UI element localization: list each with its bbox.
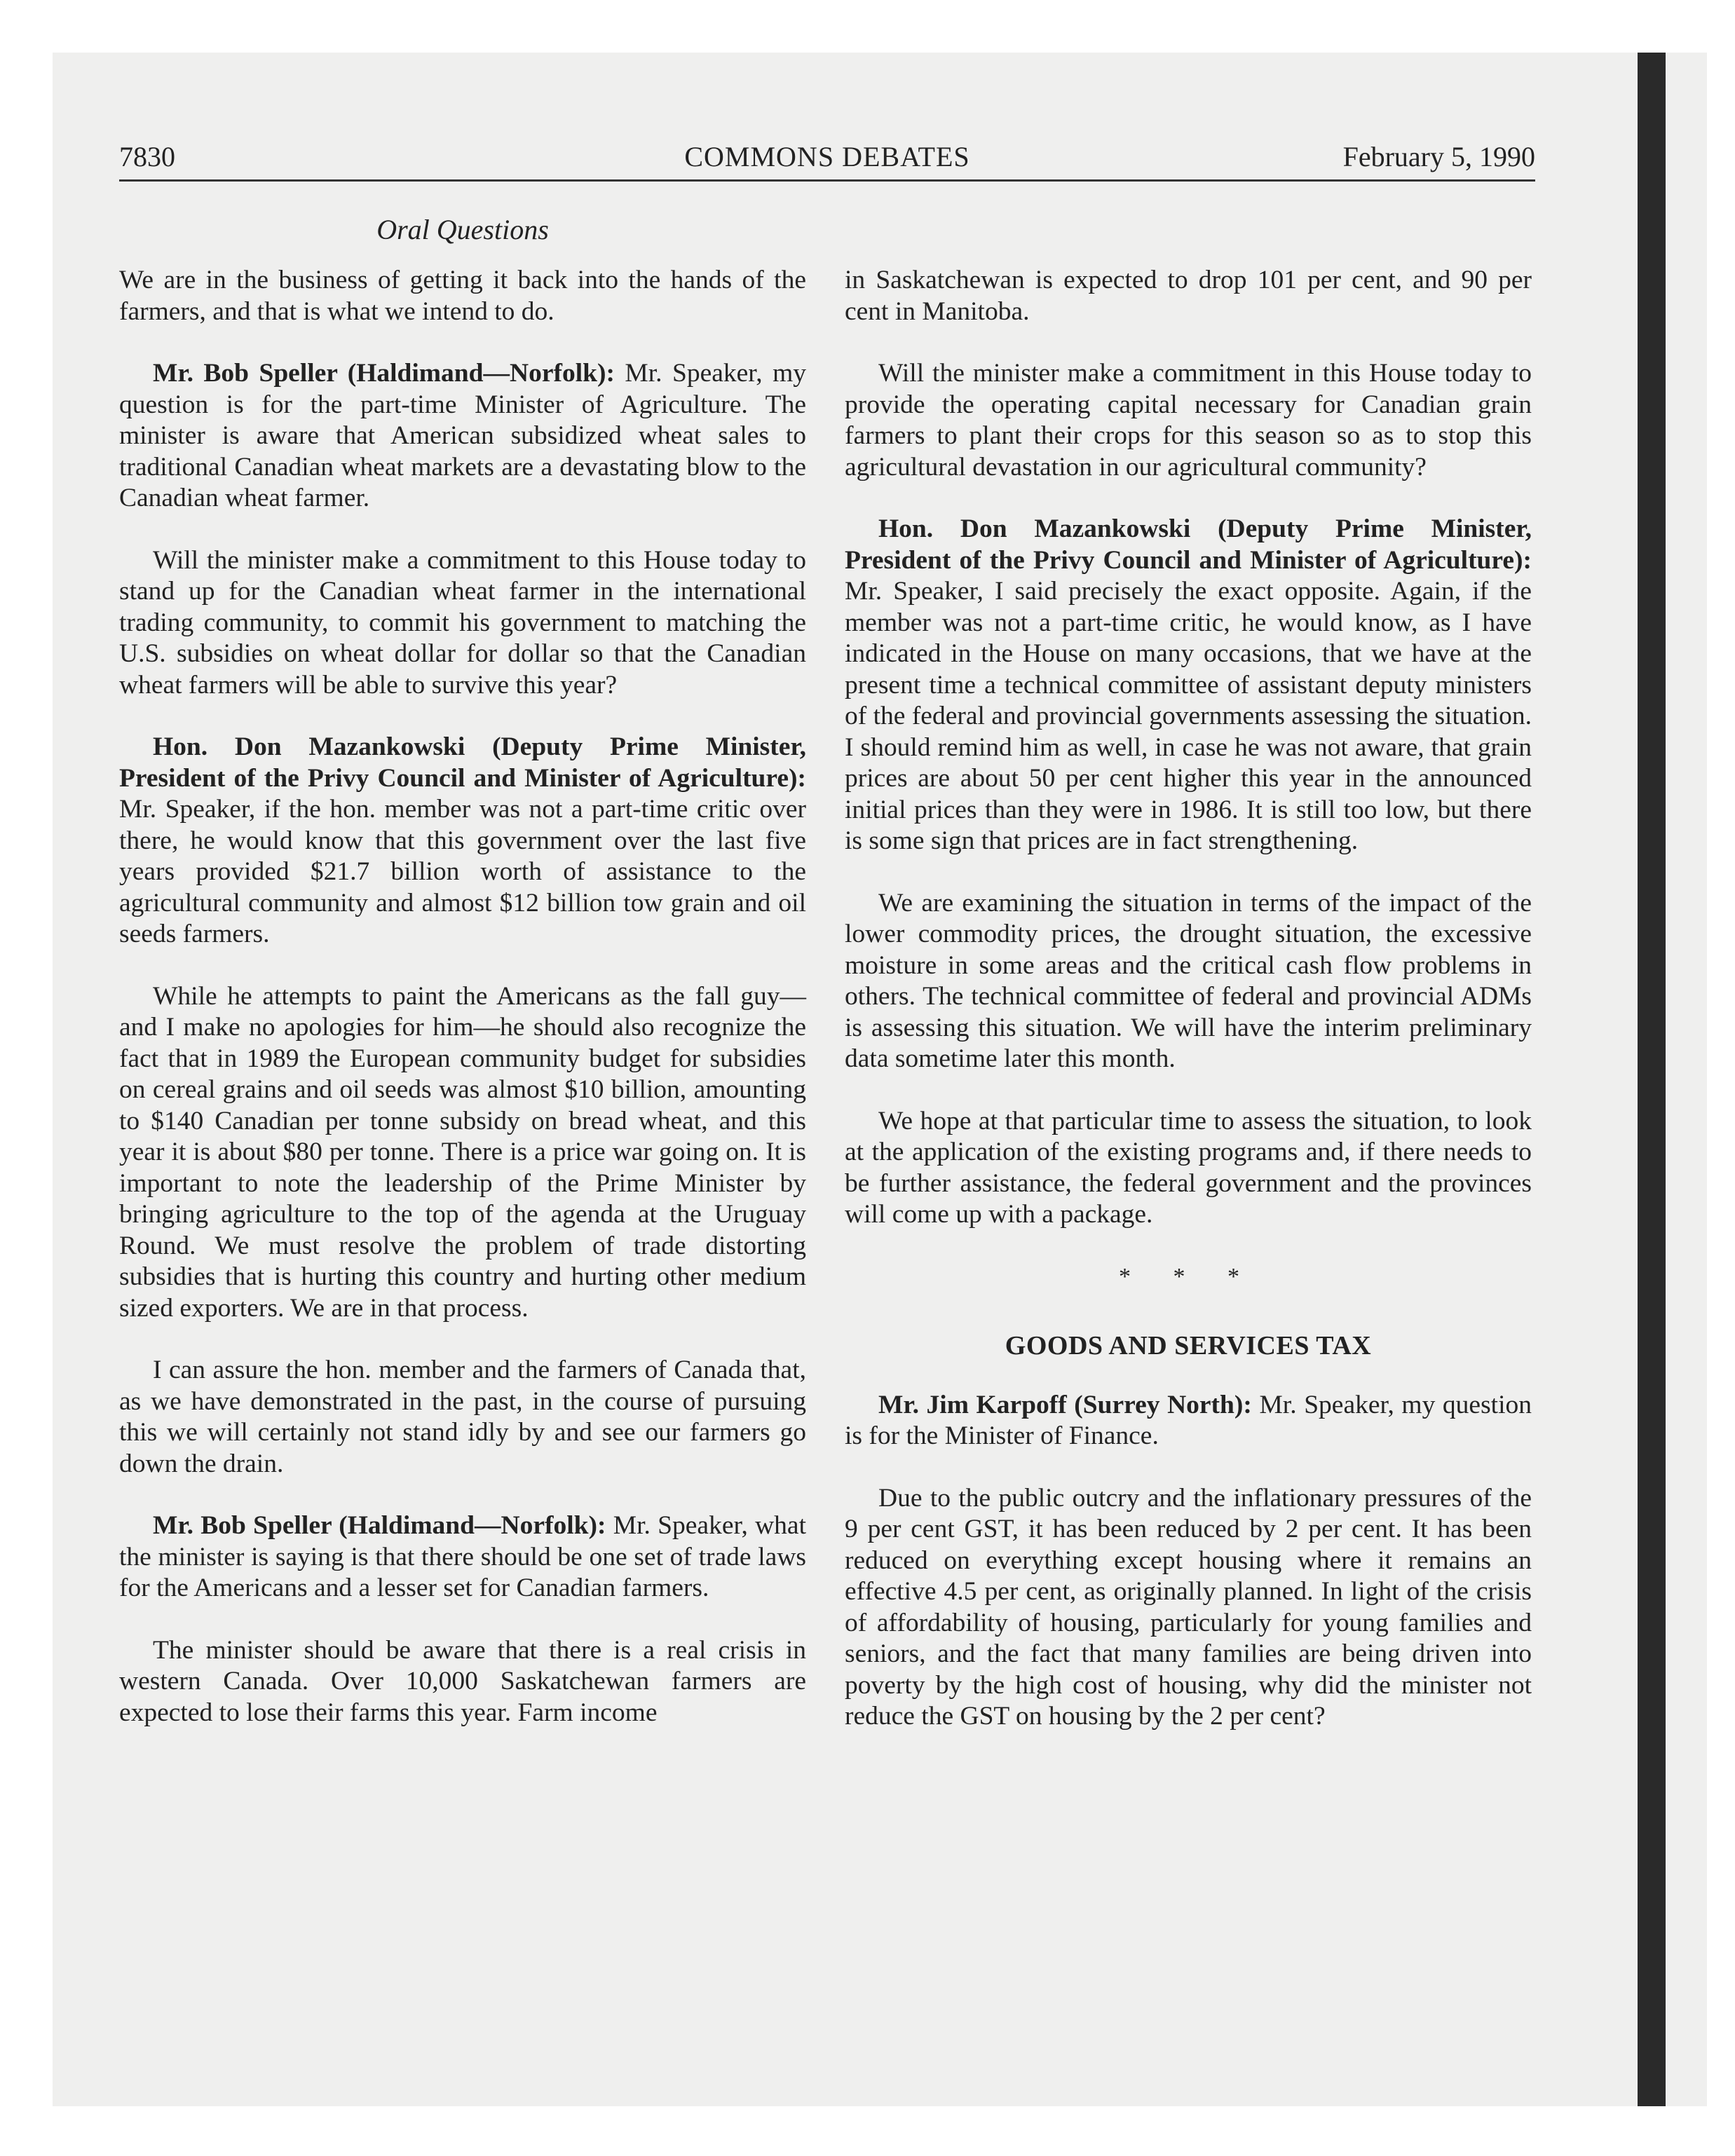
paragraph [845, 1390, 1532, 1452]
paragraph [845, 358, 1532, 483]
paragraph-text: Will the minister make a commitment to this House today to stand up for the Canadian wheat farmer in the international trading community, to commit his government to matching the U.S. subsidies on wheat dollar for dollar so that the Canadian wheat farmers will be able to survive this year? [119, 545, 806, 700]
paragraph-text: I can assure the hon. member and the farmers of Canada that, as we have demonstrated in the past, in the course of pursuing this we will certainly not stand idly by and see our farmers go down the drain. [119, 1356, 806, 1478]
paragraph-text: Mr. Speaker, I said precisely the exact opposite. Again, if the member was not a part-time critic, he would know, as I have indicated in the House on many occasions, that we have at the present time a technical committee of assistant deputy ministers of the federal and provincial governments assessing the situation. I should remind him as well, in case he was not aware, that grain prices are about 50 per cent higher this year in the announced initial prices than they were in 1986. It is still too low, but there is some sign that prices are in fact strengthening. [845, 577, 1532, 855]
paragraph-text: We are in the business of getting it back into the hands of the farmers, and that is what we intend to do. [119, 266, 806, 326]
page-number: 7830 [119, 141, 175, 172]
paragraph-text: We hope at that particular time to assess the situation, to look at the application of the existing programs and, if there needs to be further assistance, the federal government and the provinces will come up with a package. [845, 1106, 1532, 1229]
paragraph [845, 1106, 1532, 1231]
speaker-name: Hon. Don Mazankowski (Deputy Prime Minister, President of the Privy Council and Minister of Agriculture): [119, 732, 806, 793]
header-rule [119, 179, 1535, 182]
publication-title: COMMONS DEBATES [684, 141, 970, 172]
left-column [119, 265, 806, 1759]
speaker-name: Mr. Bob Speller (Haldimand—Norfolk): [153, 359, 615, 388]
paragraph [119, 358, 806, 514]
section-separator: * * * [1119, 1263, 1258, 1290]
paragraph-text: in Saskatchewan is expected to drop 101 per cent, and 90 per cent in Manitoba. [845, 266, 1532, 326]
paragraph-text: While he attempts to paint the Americans as the fall guy—and I make no apologies for him—he should also recognize the fact that in 1989 the European community budget for subsidies on cereal grains and oil seeds was almost $10 billion, amounting to $140 Canadian per tonne subsidy on bread wheat, and this year it is about $80 per tonne. There is a price war going on. It is important to note the leadership of the Prime Minister by bringing agriculture to the top of the agenda at the Uruguay Round. We must resolve the problem of trade distorting subsidies that is hurting this country and hurting other medium sized exporters. We are in that process. [119, 981, 806, 1323]
paragraph-text: Mr. Speaker, my question is for the part-time Minister of Agriculture. The minister is aware that American subsidized wheat sales to traditional Canadian wheat markets are a devastating blow to the Canadian wheat farmer. [119, 359, 806, 512]
subject-heading: GOODS AND SERVICES TAX [1005, 1331, 1372, 1360]
paragraph-text: We are examining the situation in terms of the impact of the lower commodity prices, the drought situation, the excessive moisture in some areas and the critical cash flow problems in others. The technical committee of federal and provincial ADMs is assessing this situation. We will have the interim preliminary data sometime later this month. [845, 888, 1532, 1073]
paragraph-text: Mr. Speaker, my question is for the Minister of Finance. [845, 1390, 1532, 1450]
page-date: February 5, 1990 [1342, 141, 1535, 172]
paragraph [119, 1635, 806, 1729]
paragraph [119, 981, 806, 1325]
paragraph-text: Mr. Speaker, what the minister is saying is that there should be one set of trade laws for the Americans and a lesser set for Canadian farmers. [119, 1511, 806, 1602]
paragraph [119, 1510, 806, 1604]
paragraph [119, 545, 806, 702]
paragraph [119, 265, 806, 327]
speaker-name: Mr. Bob Speller (Haldimand—Norfolk): [153, 1511, 606, 1540]
paragraph-text: Mr. Speaker, if the hon. member was not a part-time critic over there, he would know that this government over the last five years provided $21.7 billion worth of assistance to the agricultural community and almost $12 billion tow grain and oil seeds farmers. [119, 795, 806, 948]
right-column [845, 265, 1532, 1763]
paragraph-text: Will the minister make a commitment in this House today to provide the operating capital necessary for Canadian grain farmers to plant their crops for this season so as to stop this agricultural devastation in our agricultural community? [845, 359, 1532, 482]
paragraph [845, 265, 1532, 327]
speaker-name: Hon. Don Mazankowski (Deputy Prime Minister, President of the Privy Council and Minister of Agriculture): [845, 514, 1532, 575]
page-header [119, 140, 1535, 177]
paragraph [845, 888, 1532, 1075]
scan-edge-bar [1638, 53, 1666, 2106]
paragraph [845, 514, 1532, 857]
section-label: Oral Questions [376, 214, 549, 245]
paragraph [119, 732, 806, 950]
paragraph [119, 1355, 806, 1480]
paragraph-text: The minister should be aware that there is a real crisis in western Canada. Over 10,000 Saskatchewan farmers are expected to lose their farms this year. Farm income [119, 1635, 806, 1727]
speaker-name: Mr. Jim Karpoff (Surrey North): [878, 1390, 1252, 1419]
paragraph [845, 1483, 1532, 1733]
paragraph-text: Due to the public outcry and the inflationary pressures of the 9 per cent GST, it has been reduced by 2 per cent. It has been reduced on everything except housing where it remains an effective 4.5 per cent, as originally planned. In light of the crisis of affordability of housing, particularly for young families and seniors, and the fact that many families are being driven into poverty by the high cost of housing, why did the minister not reduce the GST on housing by the 2 per cent? [845, 1483, 1532, 1731]
